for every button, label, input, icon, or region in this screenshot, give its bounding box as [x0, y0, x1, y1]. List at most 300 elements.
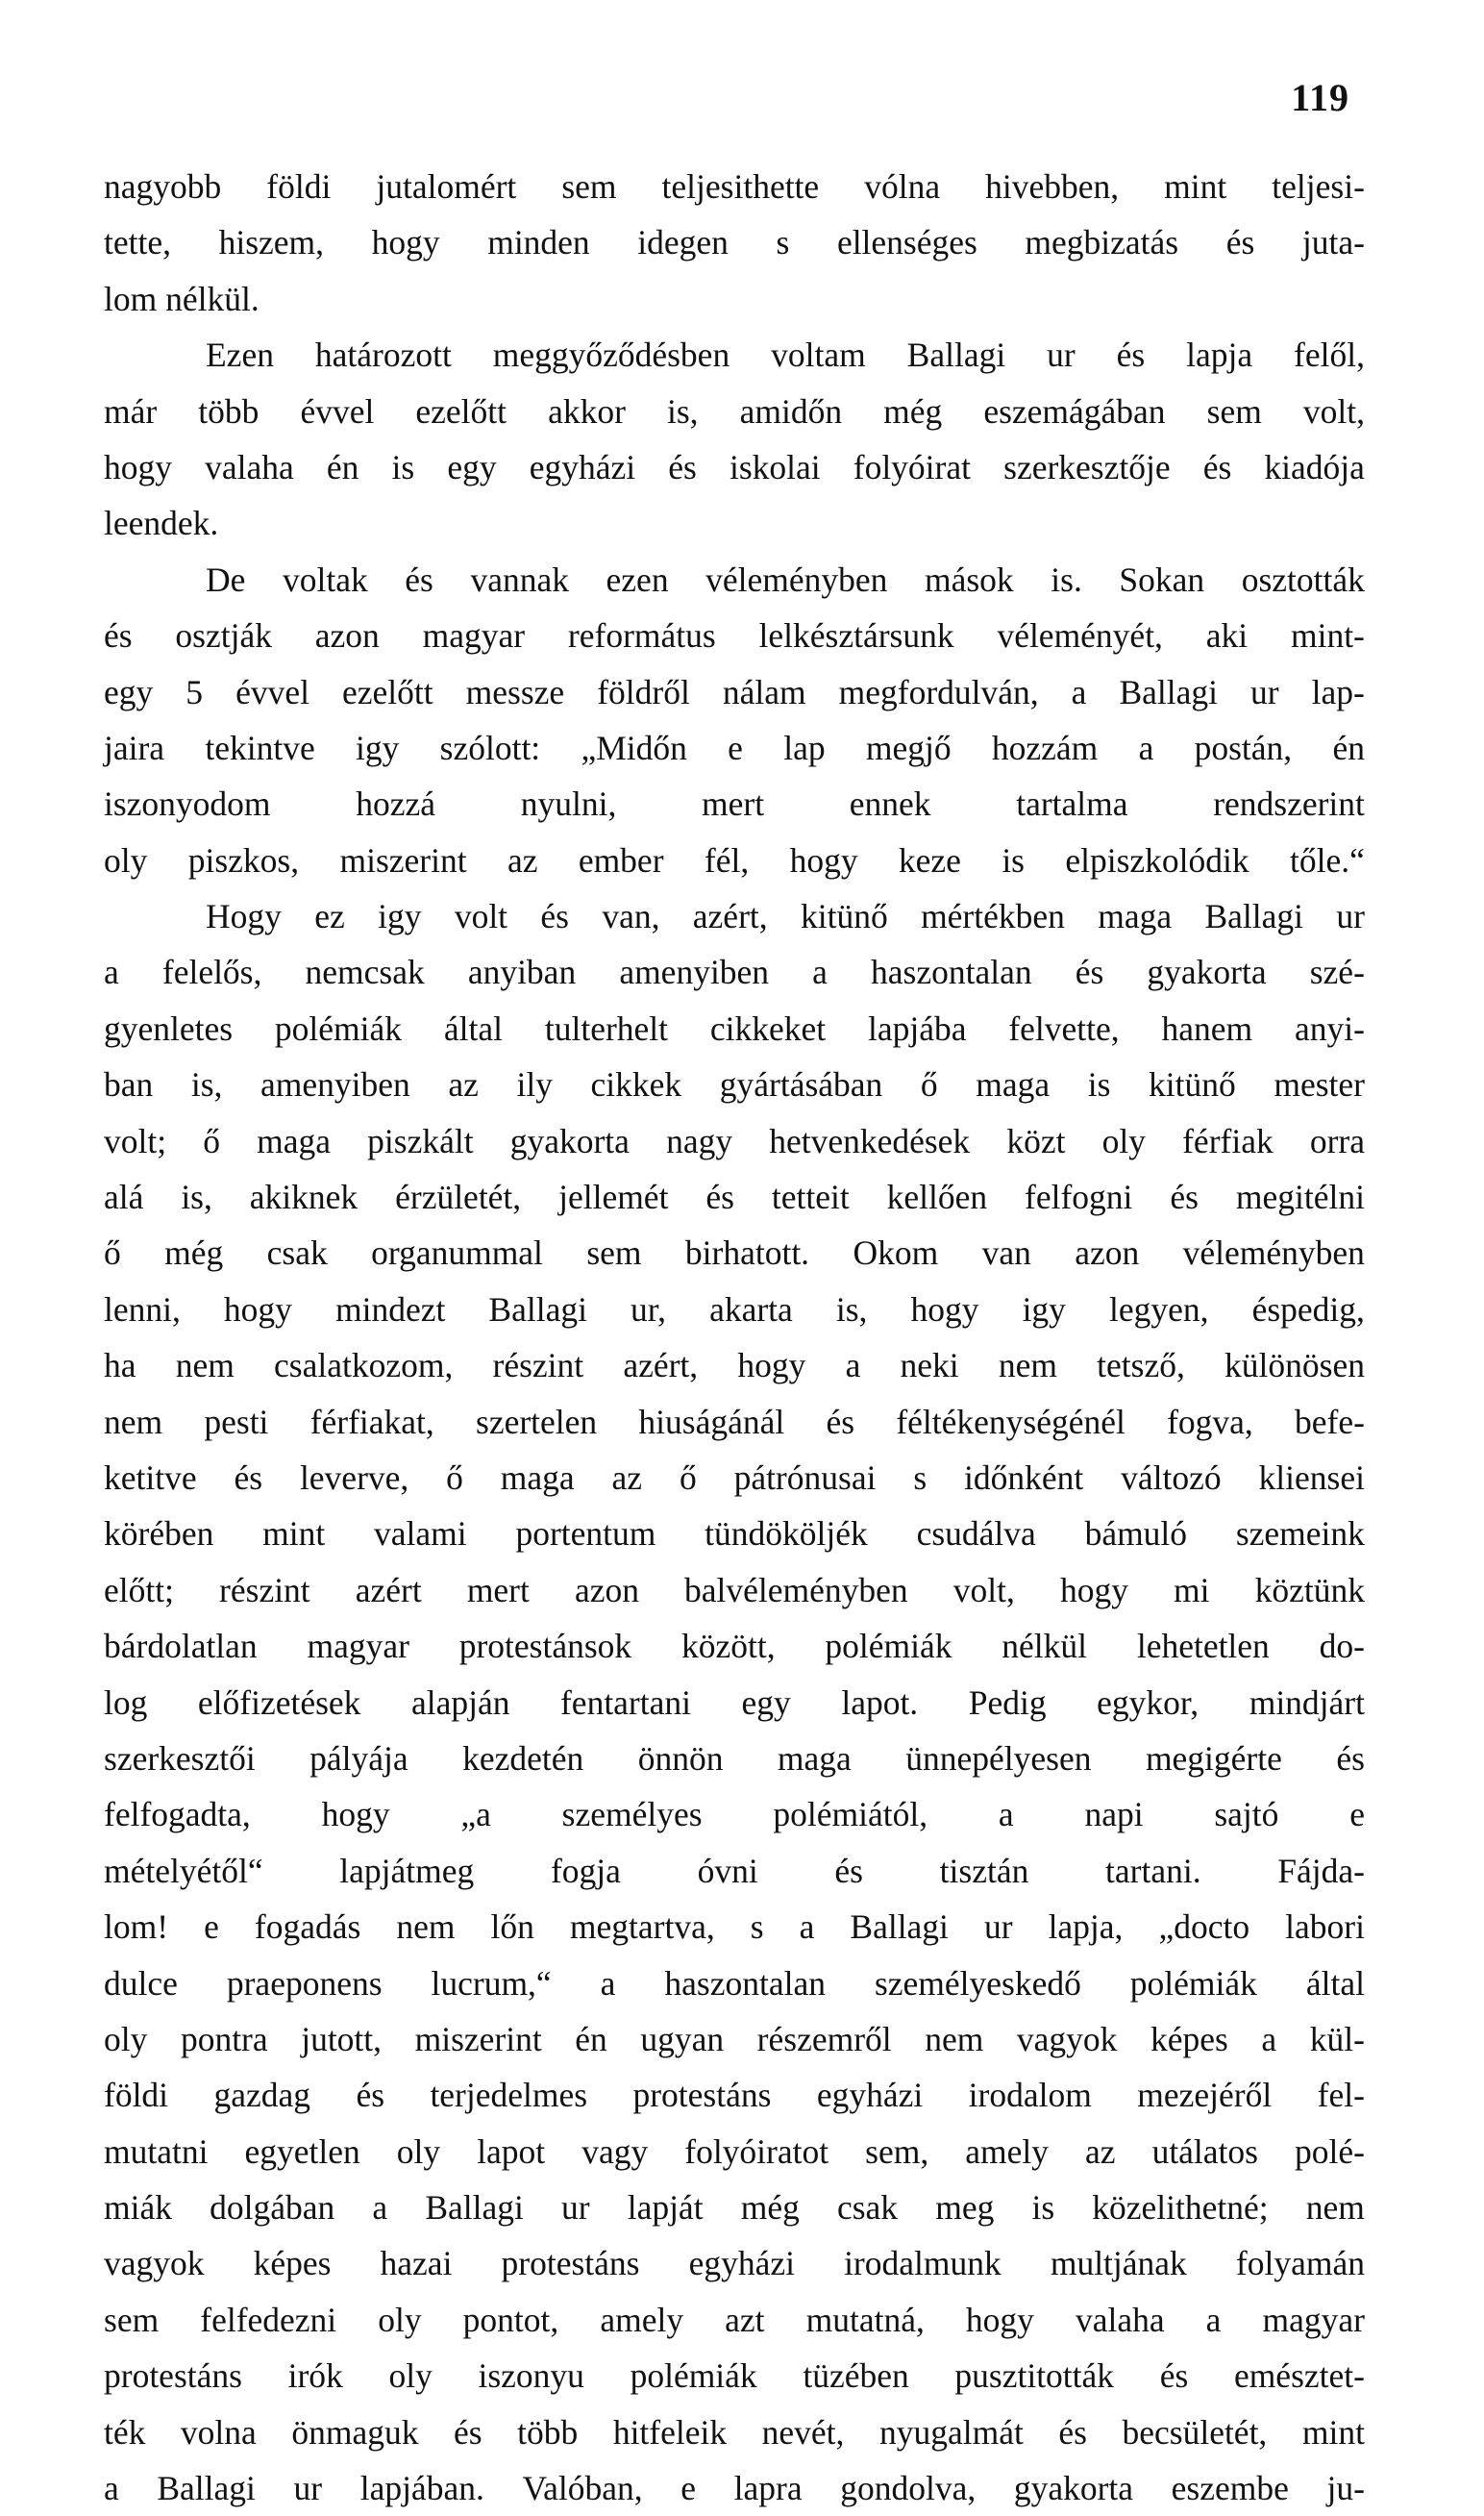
word: vagyok	[104, 2244, 205, 2283]
word: vannak	[470, 560, 569, 599]
word: féltékenységénél	[896, 1402, 1125, 1441]
word: sem	[104, 2300, 160, 2339]
word: pusztitották	[954, 2356, 1115, 2396]
word: mint-	[1290, 616, 1365, 656]
word: e	[1349, 1795, 1365, 1834]
word: leendek.	[104, 504, 219, 543]
word: részint	[492, 1346, 584, 1385]
word: fél,	[704, 840, 750, 880]
word: előtt;	[104, 1570, 174, 1609]
word: és	[104, 616, 133, 656]
text-line	[104, 2011, 1365, 2067]
word: lapja	[1186, 336, 1253, 375]
word: birhatott.	[684, 1233, 810, 1273]
word: nemcsak	[305, 953, 425, 992]
word: az	[1085, 2131, 1116, 2171]
word: Hogy	[206, 897, 282, 936]
word: az	[507, 840, 538, 880]
word: önmaguk	[291, 2412, 419, 2452]
word: önnön	[637, 1738, 724, 1778]
text-line	[104, 1001, 1365, 1057]
word: s	[776, 223, 790, 262]
word: Ballagi	[425, 2188, 524, 2228]
word: egy	[447, 447, 497, 486]
word: és	[1075, 953, 1104, 992]
word: egyházi	[688, 2244, 795, 2283]
word: nálam	[722, 672, 806, 711]
word: ezelőtt	[342, 672, 433, 711]
word: hogy	[104, 447, 172, 486]
word: mutatni	[104, 2131, 209, 2171]
word: nyulni,	[520, 785, 617, 824]
word: fel-	[1317, 2076, 1365, 2115]
word: Okom	[853, 1233, 939, 1273]
word: messze	[465, 672, 565, 711]
word: csak	[266, 1233, 328, 1273]
word: egy	[741, 1682, 791, 1722]
word: irók	[287, 2356, 343, 2396]
word: lehetetlen	[1136, 1627, 1270, 1666]
word: lapjában.	[359, 2469, 484, 2508]
word: megfordulván,	[838, 672, 1039, 711]
word: terjedelmes	[430, 2076, 588, 2115]
word: hitfeleik	[612, 2412, 728, 2452]
word: dulce	[104, 1963, 178, 2003]
word: vagyok	[1016, 2019, 1118, 2058]
word: azért,	[692, 897, 768, 936]
word: nem	[175, 1346, 235, 1385]
word: nagyobb	[104, 167, 222, 206]
word: egyetlen	[244, 2131, 360, 2171]
word: ha	[104, 1346, 136, 1385]
word: a	[372, 2188, 388, 2228]
text-line	[104, 552, 1365, 608]
word: mint	[1301, 2412, 1365, 2452]
word: kellően	[886, 1178, 988, 1217]
word: teljesi-	[1272, 167, 1365, 206]
word: is,	[835, 1289, 868, 1329]
word: földről	[597, 672, 690, 711]
word: azon	[314, 616, 380, 656]
word: csudálva	[916, 1514, 1036, 1554]
word: által	[443, 1009, 503, 1048]
text-line	[104, 2124, 1365, 2180]
word: szertelen	[476, 1402, 598, 1441]
word: ju-	[1326, 2469, 1365, 2508]
word: református	[567, 616, 716, 656]
word: miszerint	[339, 840, 467, 880]
text-line	[104, 1282, 1365, 1337]
word: napi	[1084, 1795, 1144, 1834]
word: alapján	[410, 1682, 510, 1722]
word: ur	[293, 2469, 323, 2508]
word: kezdetén	[462, 1738, 584, 1778]
word: akiknek	[249, 1178, 359, 1217]
word: piszkált	[367, 1121, 474, 1160]
word: felvette,	[1008, 1009, 1120, 1048]
text-line	[104, 1786, 1365, 1842]
word: több	[517, 2412, 579, 2452]
text-line	[104, 1169, 1365, 1225]
word: ur,	[631, 1289, 667, 1329]
word: között,	[680, 1627, 776, 1666]
word: oly	[104, 2019, 148, 2058]
word: amidőn	[739, 391, 843, 431]
word: utálatos	[1151, 2131, 1258, 2171]
word: hiszem,	[218, 223, 325, 262]
word: tekintve	[205, 728, 315, 767]
word: hogy	[910, 1289, 979, 1329]
word: irodalom	[968, 2076, 1092, 2115]
word: lapjába	[867, 1009, 967, 1048]
word: fogja	[550, 1851, 621, 1890]
word: ő	[920, 1065, 938, 1105]
word: éspedig,	[1251, 1289, 1365, 1329]
word: Ballagi	[488, 1289, 587, 1329]
word: ő	[679, 1457, 697, 1497]
word: De	[206, 560, 246, 599]
word: volt,	[1302, 391, 1365, 431]
word: a	[600, 1963, 616, 2003]
word: protestáns	[104, 2356, 242, 2396]
word: do-	[1319, 1627, 1365, 1666]
word: mindezt	[334, 1289, 446, 1329]
text-line	[104, 2180, 1365, 2235]
word: eszembe	[1171, 2469, 1289, 2508]
word: amely	[600, 2300, 684, 2339]
word: van,	[602, 897, 660, 936]
word: anyi-	[1295, 1009, 1365, 1048]
word: különösen	[1224, 1346, 1365, 1385]
word: gondolva,	[840, 2469, 977, 2508]
word: kül-	[1309, 2019, 1365, 2058]
word: szé-	[1309, 953, 1365, 992]
word: jutott,	[301, 2019, 383, 2058]
word: pesti	[204, 1402, 269, 1441]
word: miák	[104, 2188, 172, 2228]
text-line	[104, 944, 1365, 1000]
word: szerkesztője	[1003, 447, 1171, 486]
word: maga	[1098, 897, 1173, 936]
word: cikkek	[590, 1065, 682, 1105]
word: mint	[262, 1514, 326, 1554]
word: voltak	[282, 560, 368, 599]
word: gyakorta	[509, 1121, 630, 1160]
word: ily	[516, 1065, 553, 1105]
word: a	[1261, 2019, 1277, 2058]
word: ur	[560, 2188, 590, 2228]
text-line	[104, 1562, 1365, 1618]
word: eszemágában	[983, 391, 1166, 431]
word: irodalmunk	[844, 2244, 1002, 2283]
text-line	[104, 1899, 1365, 1955]
text-line	[104, 2404, 1365, 2460]
word: megtartva,	[569, 1907, 715, 1947]
word: lapját	[627, 2188, 704, 2228]
word: és	[826, 1402, 855, 1441]
text-line	[104, 1618, 1365, 1674]
word: lelkésztársunk	[758, 616, 954, 656]
word: gazdag	[213, 2076, 311, 2115]
word: legyen,	[1109, 1289, 1209, 1329]
word: polémiától,	[773, 1795, 928, 1834]
word: és	[1336, 1738, 1365, 1778]
word: csalatkozom,	[274, 1346, 454, 1385]
text-line	[104, 1956, 1365, 2011]
word: 5	[186, 672, 204, 711]
word: meggyőződésben	[492, 336, 730, 375]
word: ban	[104, 1065, 154, 1105]
word: valaha	[205, 447, 294, 486]
word: és	[668, 447, 697, 486]
word: magyar	[422, 616, 526, 656]
word: felől,	[1294, 336, 1365, 375]
word: amely	[965, 2131, 1049, 2171]
word: osztották	[1241, 560, 1365, 599]
text-line	[104, 776, 1365, 832]
text-line	[104, 2348, 1365, 2404]
word: „a	[460, 1795, 491, 1834]
word: tündököljék	[705, 1514, 868, 1554]
word: oly	[388, 2356, 433, 2396]
word: szemeink	[1235, 1514, 1365, 1554]
word: időnként	[964, 1457, 1084, 1497]
word: protestáns	[501, 2244, 640, 2283]
word: véleményét,	[997, 616, 1163, 656]
word: közelithetné;	[1092, 2188, 1269, 2228]
word: mester	[1274, 1065, 1365, 1105]
word: által	[1305, 1963, 1365, 2003]
word: csak	[836, 2188, 899, 2228]
word: hogy	[223, 1289, 292, 1329]
word: keze	[898, 840, 961, 880]
word: ur	[1336, 897, 1365, 936]
word: mert	[702, 785, 765, 824]
word: és	[1170, 1178, 1199, 1217]
word: multjának	[1050, 2244, 1187, 2283]
word: befe-	[1295, 1402, 1365, 1441]
word: hogy	[1059, 1570, 1128, 1609]
word: és	[1159, 2356, 1189, 2396]
word: anyiban	[467, 953, 577, 992]
word: jutalomért	[376, 167, 517, 206]
word: mi	[1174, 1570, 1210, 1609]
word: is	[1002, 840, 1025, 880]
word: bámuló	[1084, 1514, 1188, 1554]
word: sem	[586, 1233, 642, 1273]
word: ketitve	[104, 1457, 197, 1497]
word: már	[104, 391, 158, 431]
word: kliensei	[1258, 1457, 1365, 1497]
word: portentum	[515, 1514, 656, 1554]
word: szerkesztői	[104, 1738, 256, 1778]
word: évvel	[235, 672, 309, 711]
word: a	[812, 953, 828, 992]
word: egy	[104, 672, 154, 711]
word: is	[391, 447, 415, 486]
word: amenyiben	[260, 1065, 410, 1105]
word: és	[234, 1457, 263, 1497]
word: körében	[104, 1514, 214, 1554]
text-line	[104, 1225, 1365, 1281]
word: gyártásában	[719, 1065, 883, 1105]
word: én	[575, 2019, 607, 2058]
word: ő	[203, 1121, 220, 1160]
text-line	[104, 271, 1365, 327]
word: személyes	[561, 1795, 703, 1834]
word: gyakorta	[1147, 953, 1267, 992]
word: labori	[1285, 1907, 1365, 1947]
word: lapra	[733, 2469, 803, 2508]
word: ték	[104, 2412, 146, 2452]
word: mint	[1164, 167, 1227, 206]
word: polémiák	[1129, 1963, 1257, 2003]
text-line	[104, 833, 1365, 888]
word: neki	[900, 1346, 959, 1385]
word: azért	[355, 1570, 422, 1609]
word: postán,	[1194, 728, 1293, 767]
word: volt;	[104, 1121, 167, 1160]
word: gyakorta	[1013, 2469, 1134, 2508]
word: nélkül	[1002, 1627, 1088, 1666]
word: s	[750, 1907, 764, 1947]
word: sem,	[865, 2131, 929, 2171]
word: és	[540, 897, 569, 936]
word: nem	[925, 2019, 984, 2058]
word: megitélni	[1235, 1178, 1365, 1217]
word: hogy	[371, 223, 440, 262]
word: és	[356, 2076, 385, 2115]
word: egykor,	[1097, 1682, 1200, 1722]
word: is,	[181, 1178, 212, 1217]
word: oly	[396, 2131, 441, 2171]
word: képes	[1150, 2019, 1228, 2058]
word: tulterhelt	[544, 1009, 669, 1048]
word: is,	[666, 391, 699, 431]
word: Pedig	[968, 1682, 1047, 1722]
word: egyházi	[816, 2076, 924, 2115]
word: pátrónusai	[733, 1457, 877, 1497]
word: sajtó	[1214, 1795, 1279, 1834]
word: Sokan	[1119, 560, 1205, 599]
word: Fájda-	[1277, 1851, 1365, 1890]
word: és	[405, 560, 433, 599]
word: protestánsok	[458, 1627, 632, 1666]
word: felfogni	[1025, 1178, 1133, 1217]
word: teljesithette	[661, 167, 820, 206]
word: organummal	[371, 1233, 543, 1273]
word: határozott	[314, 336, 452, 375]
word: hogy	[789, 840, 858, 880]
word: jellemét	[558, 1178, 669, 1217]
word: és	[1225, 223, 1255, 262]
word: lapot.	[841, 1682, 919, 1722]
word: nem	[104, 1402, 163, 1441]
word: ennek	[849, 785, 931, 824]
word: tartalma	[1016, 785, 1128, 824]
word: tisztán	[939, 1851, 1029, 1890]
word: haszontalan	[664, 1963, 826, 2003]
word: polémiák	[825, 1627, 952, 1666]
word: igy	[355, 728, 400, 767]
word: még	[164, 1233, 224, 1273]
word: e	[680, 2469, 697, 2508]
word: mindjárt	[1249, 1682, 1365, 1722]
text-line	[104, 608, 1365, 663]
word: osztják	[175, 616, 272, 656]
text-line	[104, 2460, 1365, 2516]
word: ez	[314, 897, 345, 936]
word: is	[1031, 2188, 1055, 2228]
word: sem	[561, 167, 617, 206]
word: és	[705, 1178, 734, 1217]
text-line	[104, 1450, 1365, 1506]
word: fentartani	[559, 1682, 691, 1722]
word: ugyan	[640, 2019, 725, 2058]
word: megjő	[865, 728, 952, 767]
word: az	[611, 1457, 643, 1497]
word: Valóban,	[522, 2469, 643, 2508]
word: nem	[396, 1907, 456, 1947]
word: alá	[104, 1178, 144, 1217]
word: és	[1058, 2412, 1087, 2452]
word: a	[845, 1346, 861, 1385]
word: kitünő	[1149, 1065, 1236, 1105]
word: e	[728, 728, 743, 767]
word: még	[883, 391, 943, 431]
word: a	[104, 2469, 119, 2508]
word: miszerint	[414, 2019, 542, 2058]
word: praeponens	[226, 1963, 383, 2003]
word: ur	[1047, 336, 1076, 375]
word: Ballagi	[850, 1907, 949, 1947]
word: ő	[104, 1233, 121, 1273]
text-line	[104, 439, 1365, 495]
word: oly	[104, 840, 148, 880]
word: érzületét,	[395, 1178, 522, 1217]
word: Ballagi	[906, 336, 1006, 375]
word: hazai	[380, 2244, 453, 2283]
word: elpiszkolódik	[1065, 840, 1249, 880]
word: a	[104, 953, 119, 992]
word: jaira	[104, 728, 165, 767]
word: felfedezni	[200, 2300, 337, 2339]
word: log	[104, 1682, 148, 1722]
word: pályája	[309, 1738, 408, 1778]
text-line	[104, 1337, 1365, 1393]
word: maga	[257, 1121, 332, 1160]
word: valaha	[1075, 2300, 1165, 2339]
word: pontra	[180, 2019, 268, 2058]
text-line	[104, 888, 1365, 944]
text-line	[104, 1506, 1365, 1561]
word: nevét,	[761, 2412, 845, 2452]
word: hozzám	[991, 728, 1099, 767]
word: véleményben	[1182, 1233, 1365, 1273]
word: amenyiben	[619, 953, 770, 992]
word: hozzá	[356, 785, 436, 824]
word: hivebben,	[985, 167, 1120, 206]
word: idegen	[637, 223, 729, 262]
word: akkor	[548, 391, 626, 431]
word: lapja,	[1048, 1907, 1124, 1947]
word: azon	[1075, 1233, 1140, 1273]
word: Ballagi	[157, 2469, 256, 2508]
word: közt	[1006, 1121, 1066, 1160]
word: leverve,	[299, 1457, 409, 1497]
word: gyenletes	[104, 1009, 234, 1048]
word: férfiakat,	[309, 1402, 434, 1441]
